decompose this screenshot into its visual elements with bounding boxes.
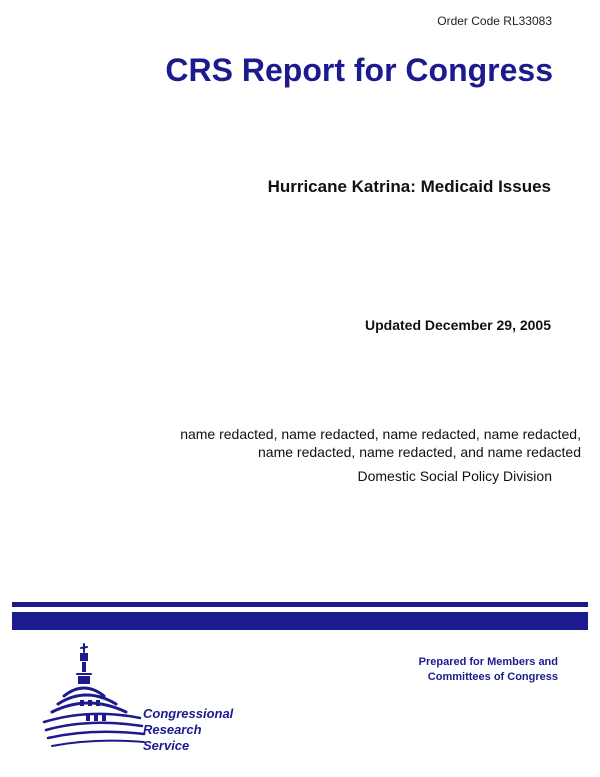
divider-thin-bar [12,602,588,607]
crs-logo-text [143,706,233,754]
logo-line-1: Congressional [143,706,234,721]
order-code: Order Code RL33083 [437,14,552,28]
authors-line-2: name redacted, name redacted, and name redacted [258,444,581,460]
prepared-for-note [419,655,558,685]
logo-line-2: Research [143,722,202,737]
authors-line-1: name redacted, name redacted, name redacted, name redacted, [180,426,581,442]
prepared-line-1: Prepared for Members and [418,656,558,668]
updated-date: Updated December 29, 2005 [365,317,551,333]
divider-thick-bar [12,612,588,630]
logo-line-3: Service [143,738,190,753]
authors [41,425,581,461]
crs-report-heading: CRS Report for Congress [165,52,553,88]
division-name: Domestic Social Policy Division [357,468,552,484]
report-title: Hurricane Katrina: Medicaid Issues [267,177,551,196]
prepared-line-2: Committees of Congress [427,671,558,683]
capitol-dome-icon [40,638,150,758]
